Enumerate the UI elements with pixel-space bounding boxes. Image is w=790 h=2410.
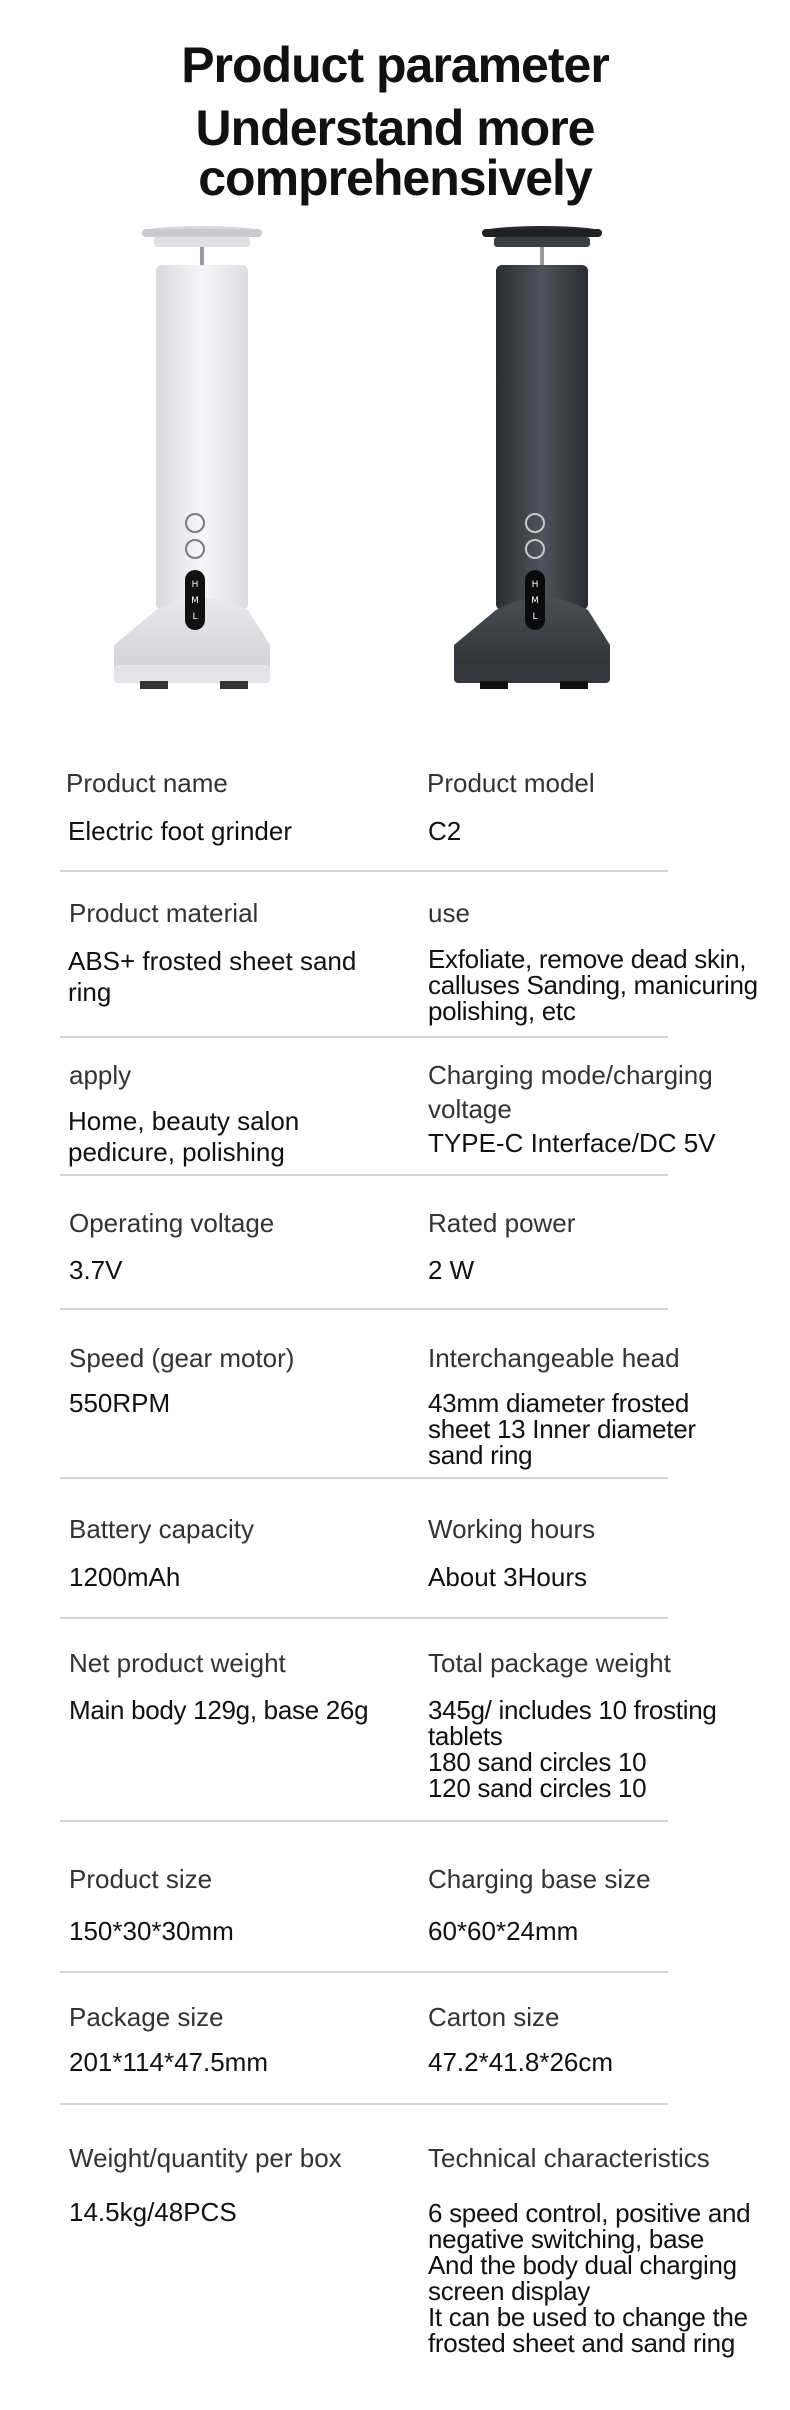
- row-divider: [60, 1308, 668, 1310]
- product-model-value: C2: [428, 816, 462, 846]
- speed-label-low: L: [192, 612, 198, 622]
- technical-line: frosted sheet and sand ring: [428, 2328, 735, 2358]
- speed-label: Speed (gear motor): [69, 1343, 295, 1373]
- operating-voltage-value: 3.7V: [69, 1255, 123, 1285]
- charging-mode-value: TYPE-C Interface/DC 5V: [428, 1128, 716, 1158]
- use-label: use: [428, 898, 470, 928]
- charging-base-size-label: Charging base size: [428, 1864, 651, 1894]
- product-name-value: Electric foot grinder: [68, 816, 292, 846]
- total-package-weight-value: [428, 1697, 717, 1801]
- row-divider: [60, 1820, 668, 1822]
- row-divider: [60, 1477, 668, 1479]
- total-package-weight-line: 180 sand circles 10: [428, 1747, 647, 1777]
- product-material-value: ABS+ frosted sheet sand ring: [68, 946, 357, 1007]
- technical-characteristics-value: [428, 2200, 750, 2356]
- apply-label: apply: [69, 1060, 132, 1090]
- speed-label-high: H: [531, 580, 539, 590]
- technical-line: It can be used to change the: [428, 2302, 748, 2332]
- weight-per-box-value: 14.5kg/48PCS: [69, 2197, 237, 2227]
- row-divider: [60, 1617, 668, 1619]
- battery-capacity-value: 1200mAh: [69, 1562, 181, 1592]
- working-hours-value: About 3Hours: [428, 1562, 587, 1592]
- row-divider: [60, 1174, 668, 1176]
- package-size-label: Package size: [69, 2002, 224, 2032]
- row-divider: [60, 1971, 668, 1973]
- rated-power-label: Rated power: [428, 1208, 576, 1238]
- row-divider: [60, 2103, 668, 2105]
- package-size-value: 201*114*47.5mm: [69, 2047, 268, 2077]
- use-value: Exfoliate, remove dead skin, calluses Sanding, manicuring polishing, etc: [428, 944, 758, 1026]
- speed-label-high: H: [191, 580, 199, 590]
- rated-power-value: 2 W: [428, 1255, 475, 1285]
- total-package-weight-line: 120 sand circles 10: [428, 1773, 647, 1803]
- white-foot-grinder-image: [110, 225, 285, 695]
- apply-value: Home, beauty salon pedicure, polishing: [68, 1106, 300, 1167]
- speed-label-low: L: [532, 612, 538, 622]
- technical-line: And the body dual charging: [428, 2250, 737, 2280]
- charging-base-size-value: 60*60*24mm: [428, 1916, 579, 1946]
- row-divider: [60, 870, 668, 872]
- speed-label-medium: M: [191, 596, 199, 606]
- speed-label-medium: M: [531, 596, 539, 606]
- black-foot-grinder-image: [450, 225, 625, 695]
- battery-capacity-label: Battery capacity: [69, 1514, 254, 1544]
- interchangeable-head-label: Interchangeable head: [428, 1343, 680, 1373]
- net-weight-value: Main body 129g, base 26g: [69, 1695, 369, 1725]
- operating-voltage-label: Operating voltage: [69, 1208, 275, 1238]
- interchangeable-head-value: 43mm diameter frosted sheet 13 Inner diameter sand ring: [428, 1388, 696, 1470]
- total-package-weight-label: Total package weight: [428, 1648, 671, 1678]
- working-hours-label: Working hours: [428, 1514, 596, 1544]
- product-size-value: 150*30*30mm: [69, 1916, 234, 1946]
- weight-per-box-label: Weight/quantity per box: [69, 2143, 342, 2173]
- technical-line: screen display: [428, 2276, 590, 2306]
- technical-line: negative switching, base: [428, 2224, 705, 2254]
- total-package-weight-line: tablets: [428, 1721, 503, 1751]
- product-material-label: Product material: [69, 898, 259, 928]
- page-subtitle: Understand more comprehensively: [195, 100, 595, 206]
- total-package-weight-line: 345g/ includes 10 frosting: [428, 1695, 717, 1725]
- page-title: Product parameter: [181, 37, 609, 93]
- charging-mode-label: Charging mode/charging voltage: [428, 1060, 713, 1124]
- carton-size-value: 47.2*41.8*26cm: [428, 2047, 614, 2077]
- technical-line: 6 speed control, positive and: [428, 2198, 751, 2228]
- carton-size-label: Carton size: [428, 2002, 560, 2032]
- row-divider: [60, 1036, 668, 1038]
- technical-characteristics-label: Technical characteristics: [428, 2143, 710, 2173]
- net-weight-label: Net product weight: [69, 1648, 286, 1678]
- product-name-label: Product name: [66, 768, 228, 798]
- product-size-label: Product size: [69, 1864, 213, 1894]
- speed-value: 550RPM: [69, 1388, 171, 1418]
- product-model-label: Product model: [427, 768, 595, 798]
